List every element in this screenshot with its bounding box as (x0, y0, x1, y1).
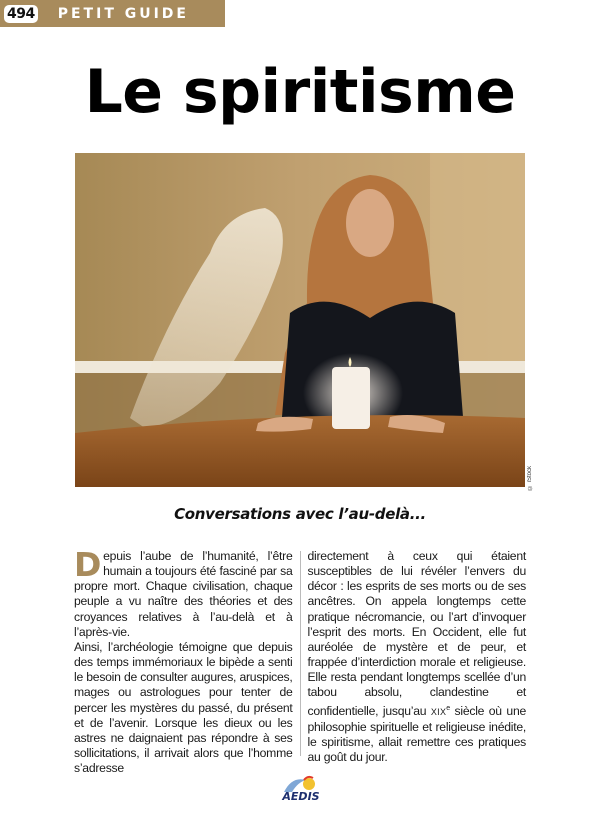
drop-cap: D (74, 545, 102, 584)
publisher-logo (278, 772, 324, 802)
paragraph: Ainsi, l’archéologie témoigne que depuis des temps immémoriaux le bipède a senti le besoin de consulter augures, aruspices, mages ou astrologues pour tenter de percer les mystères du passé, du présent et de l’avenir. Lorsque les dieux ou les astres ne daignaient pas répondre à ses sollicitations, il arrivait alors que l’homme s’adresse (74, 639, 293, 776)
series-name: PETIT GUIDE (57, 5, 189, 22)
article-subtitle: Conversations avec l’au-delà... (174, 505, 426, 523)
page-title: Le spiritisme (84, 57, 516, 127)
issue-number-badge: 494 (4, 5, 38, 23)
series-header-band (0, 0, 225, 27)
column-divider (300, 551, 301, 756)
paragraph: Depuis l’aube de l’humanité, l’être humain a toujours été fasciné par sa propre mort. Chaque civilisation, chaque peuple a vu naître des théories et des croyances relatives à l’au-delà et à l’après-vie. (74, 545, 293, 639)
photo-credit: © iStock (527, 465, 533, 490)
article-body (74, 545, 527, 776)
photo-illustration (75, 153, 525, 487)
article-column-2 (307, 549, 527, 765)
svg-text:AEDIS: AEDIS (282, 790, 320, 802)
aedis-logo-icon (278, 772, 324, 802)
article-column-1 (74, 545, 293, 776)
cover-photo (75, 153, 525, 487)
century-numeral: XIX (430, 706, 447, 717)
paragraph: directement à ceux qui étaient susceptibles de lui révéler l’envers du décor : les esprits de ses morts ou de ses ancêtres. On appela longtemps cette pratique nécromancie, ou l’art d’invoquer l’esprit des morts. En Occident, elle fut auréolée de mystère et de peur, et frappée d’interdiction morale et religieuse. Elle resta pendant longtemps scellée d’un tabou absolu, clandestine et confidentielle, jusqu’au XIXe siècle où une philosophie spirituelle et religieuse inédite, le spiritisme, allait remettre ces pratiques au goût du jour. (307, 549, 527, 765)
